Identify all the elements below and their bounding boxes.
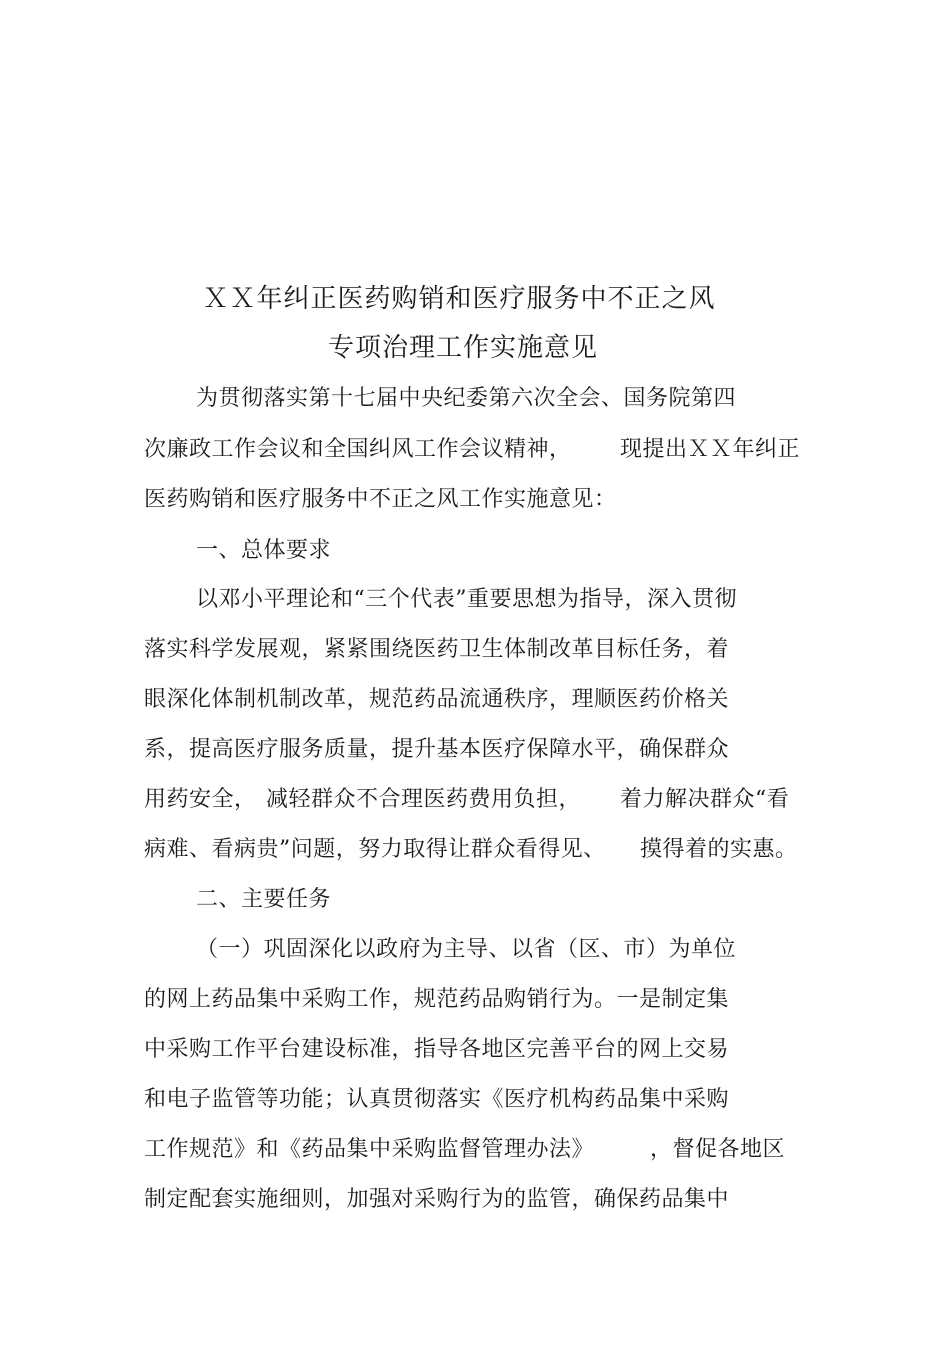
intro-line-3: 医药购销和医疗服务中不正之风工作实施意见： <box>144 487 617 512</box>
section-2-line-4: 和电子监管等功能；认真贯彻落实《医疗机构药品集中采购 <box>144 1087 730 1112</box>
section-1-line-5b: 减轻群众不合理医药费用负担， <box>266 787 582 812</box>
section-1-line-2: 落实科学发展观，紧紧围绕医药卫生体制改革目标任务，着 <box>144 637 730 662</box>
section-2-line-2: 的网上药品集中采购工作，规范药品购销行为。一是制定集 <box>144 987 730 1012</box>
section-1-line-6b: 摸得着的实惠。 <box>640 837 798 862</box>
document-title-line-2: 专项治理工作实施意见 <box>327 333 598 363</box>
intro-line-2b: 现提出ＸＸ年纠正 <box>620 437 801 462</box>
section-1-line-4: 系，提高医疗服务质量，提升基本医疗保障水平，确保群众 <box>144 737 730 762</box>
section-1-line-5c: 着力解决群众“看 <box>620 787 790 812</box>
document-title-line-1: ＸＸ年纠正医药购销和医疗服务中不正之风 <box>202 284 716 314</box>
section-2-line-5b: ，督促各地区 <box>650 1137 786 1162</box>
section-1-line-5a: 用药安全， <box>144 787 257 812</box>
intro-line-2a: 次廉政工作会议和全国纠风工作会议精神， <box>144 437 572 462</box>
intro-line-1: 为贯彻落实第十七届中央纪委第六次全会、国务院第四 <box>196 386 737 411</box>
section-1-heading: 一、总体要求 <box>196 538 332 563</box>
section-1-line-6a: 病难、看病贵”问题，努力取得让群众看得见、 <box>144 837 606 862</box>
section-1-line-3: 眼深化体制机制改革，规范药品流通秩序，理顺医药价格关 <box>144 687 730 712</box>
section-1-line-1: 以邓小平理论和“三个代表”重要思想为指导，深入贯彻 <box>196 587 737 612</box>
section-2-line-5a: 工作规范》和《药品集中采购监督管理办法》 <box>144 1137 595 1162</box>
section-2-line-3: 中采购工作平台建设标准，指导各地区完善平台的网上交易 <box>144 1037 730 1062</box>
section-2-line-6: 制定配套实施细则，加强对采购行为的监管，确保药品集中 <box>144 1187 730 1212</box>
section-2-heading: 二、主要任务 <box>196 887 332 912</box>
section-2-line-1: （一）巩固深化以政府为主导、以省（区、市）为单位 <box>196 937 737 962</box>
